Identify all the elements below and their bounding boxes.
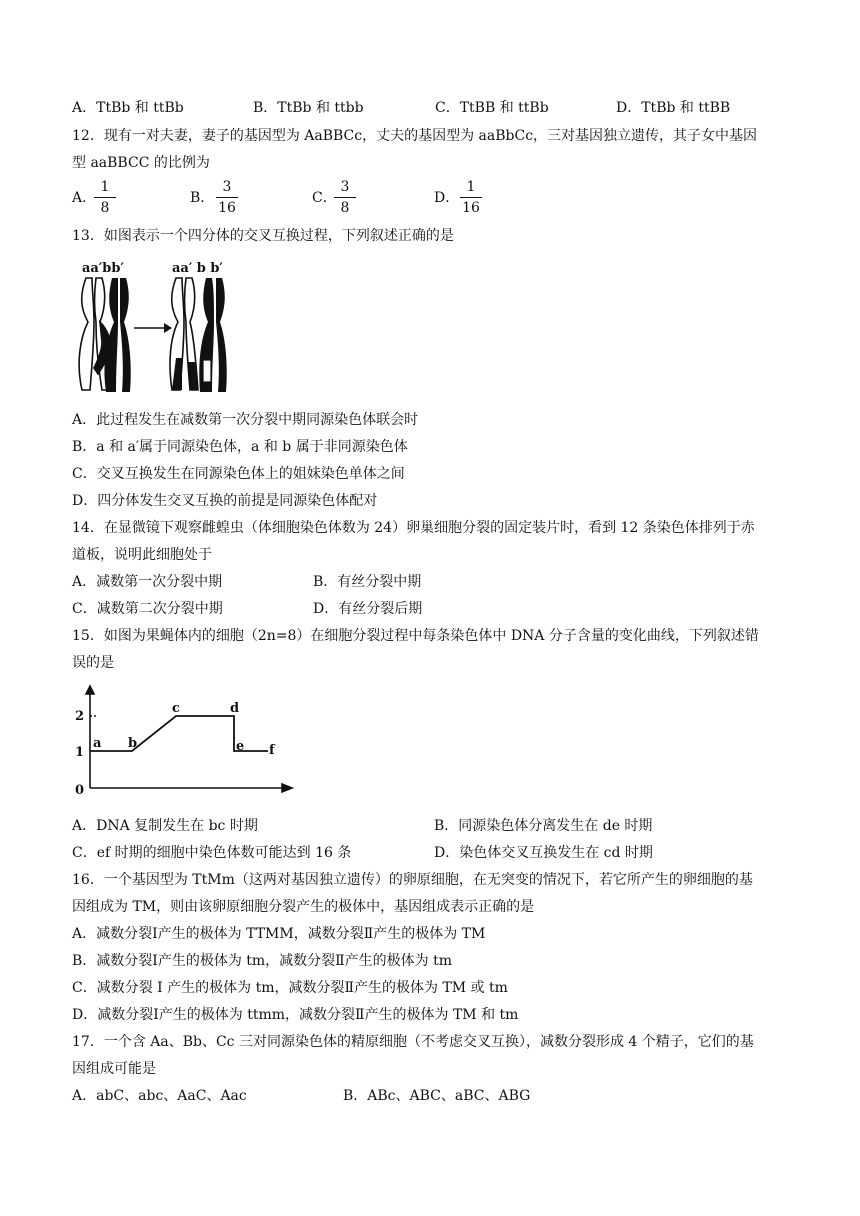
q12-option-a-label: A．: [72, 190, 97, 206]
q11-option-b: B．TtBb 和 ttbb: [253, 100, 364, 116]
q14-stem-line1: 14．在显微镜下观察雌蝗虫（体细胞染色体数为 24）卵巢细胞分裂的固定装片时，看到 12 条染色体排列于赤: [72, 520, 755, 536]
q15-option-d: D．染色体交叉互换发生在 cd 时期: [434, 845, 653, 861]
q13-stem: 13．如图表示一个四分体的交叉互换过程，下列叙述正确的是: [72, 228, 454, 244]
q12-option-b-fraction: [216, 178, 238, 217]
q16-option-d: D．减数分裂Ⅰ产生的极体为 ttmm，减数分裂Ⅱ产生的极体为 TM 和 tm: [72, 1007, 519, 1023]
numerator: 1: [466, 179, 476, 195]
y-tick-2: 2: [75, 709, 85, 724]
numerator: 1: [100, 179, 110, 195]
q17-option-a: A．abC、abc、AaC、Aac: [72, 1088, 247, 1104]
q13-option-d: D．四分体发生交叉互换的前提是同源染色体配对: [72, 493, 378, 509]
q15-option-b: B．同源染色体分离发生在 de 时期: [434, 818, 653, 834]
q12-option-c-label: C．: [312, 190, 337, 206]
x-axis-arrow-icon: [282, 784, 292, 792]
q14-option-b: B．有丝分裂中期: [313, 574, 422, 590]
q15-stem-line2: 误的是: [72, 655, 114, 671]
q16-option-c: C．减数分裂 Ⅰ 产生的极体为 tm，减数分裂Ⅱ产生的极体为 TM 或 tm: [72, 980, 508, 996]
denominator: 16: [462, 200, 480, 216]
denominator: 8: [100, 200, 110, 216]
q12-option-a-fraction: [94, 178, 116, 217]
q12-option-b-label: B．: [190, 190, 215, 206]
y-tick-1: 1: [75, 745, 85, 760]
right-black-chromatids: [199, 278, 226, 392]
denominator: 16: [218, 200, 236, 216]
point-a: a: [93, 736, 102, 751]
q16-stem-line1: 16．一个基因型为 TtMm（这两对基因独立遗传）的卵原细胞，在无突变的情况下，若它所产生的卵细胞的基: [72, 872, 753, 888]
q12-stem-line1: 12．现有一对夫妻，妻子的基因型为 AaBBCc，丈夫的基因型为 aaBbCc，三对基因独立遗传，其子女中基因: [72, 128, 758, 144]
point-c: c: [172, 701, 180, 716]
q16-stem-line2: 因组成为 TM，则由该卵原细胞分裂产生的极体中，基因组成表示正确的是: [72, 899, 535, 915]
q11-option-a: A．TtBb 和 ttBb: [72, 100, 184, 116]
point-e: e: [236, 739, 245, 754]
y-tick-0: 0: [75, 783, 85, 798]
q15-option-a: A．DNA 复制发生在 bc 时期: [72, 818, 258, 834]
numerator: 3: [340, 179, 350, 195]
tetrad-crossover-figure: [72, 256, 242, 398]
q17-stem-line2: 因组成可能是: [72, 1061, 156, 1077]
point-f: f: [269, 743, 275, 758]
y-axis-arrow-icon: [86, 686, 94, 694]
q14-stem-line2: 道板，说明此细胞处于: [72, 547, 212, 563]
q13-option-a: A．此过程发生在减数第一次分裂中期同源染色体联会时: [72, 412, 419, 428]
q14-option-c: C．减数第二次分裂中期: [72, 601, 223, 617]
q11-option-d: D．TtBb 和 ttBB: [616, 100, 731, 116]
numerator: 3: [222, 179, 232, 195]
q13-option-c: C．交叉互换发生在同源染色体上的姐妹染色单体之间: [72, 466, 405, 482]
q14-option-a: A．减数第一次分裂中期: [72, 574, 223, 590]
right-gene-labels: aa′ b b′: [172, 261, 223, 276]
q12-stem-line2: 型 aaBBCC 的比例为: [72, 155, 210, 171]
point-d: d: [230, 701, 240, 716]
right-exchanged-segments: [172, 358, 198, 390]
dna-content-graph: [72, 684, 298, 800]
q11-option-c: C．TtBB 和 ttBb: [435, 100, 549, 116]
q15-stem-line1: 15．如图为果蝇体内的细胞（2n=8）在细胞分裂过程中每条染色体中 DNA 分子含量的变化曲线，下列叙述错: [72, 628, 759, 644]
q12-option-c-fraction: [334, 178, 356, 217]
point-b: b: [128, 736, 138, 751]
left-gene-labels: aa′bb′: [82, 261, 124, 276]
q12-option-d-fraction: [460, 178, 482, 217]
q17-stem-line1: 17．一个含 Aa、Bb、Cc 三对同源染色体的精原细胞（不考虑交叉互换），减数分裂形成 4 个精子，它们的基: [72, 1034, 754, 1050]
arrow-icon: [134, 323, 172, 333]
q16-option-a: A．减数分裂Ⅰ产生的极体为 TTMM，减数分裂Ⅱ产生的极体为 TM: [72, 926, 486, 942]
q17-option-b: B．ABc、ABC、aBC、ABG: [343, 1088, 531, 1104]
q14-option-d: D．有丝分裂后期: [313, 601, 423, 617]
denominator: 8: [340, 200, 350, 216]
q12-option-d-label: D．: [434, 190, 460, 206]
q13-option-b: B．a 和 a′属于同源染色体，a 和 b 属于非同源染色体: [72, 439, 408, 455]
q15-option-c: C．ef 时期的细胞中染色体数可能达到 16 条: [72, 845, 352, 861]
q16-option-b: B．减数分裂Ⅰ产生的极体为 tm，减数分裂Ⅱ产生的极体为 tm: [72, 953, 453, 969]
